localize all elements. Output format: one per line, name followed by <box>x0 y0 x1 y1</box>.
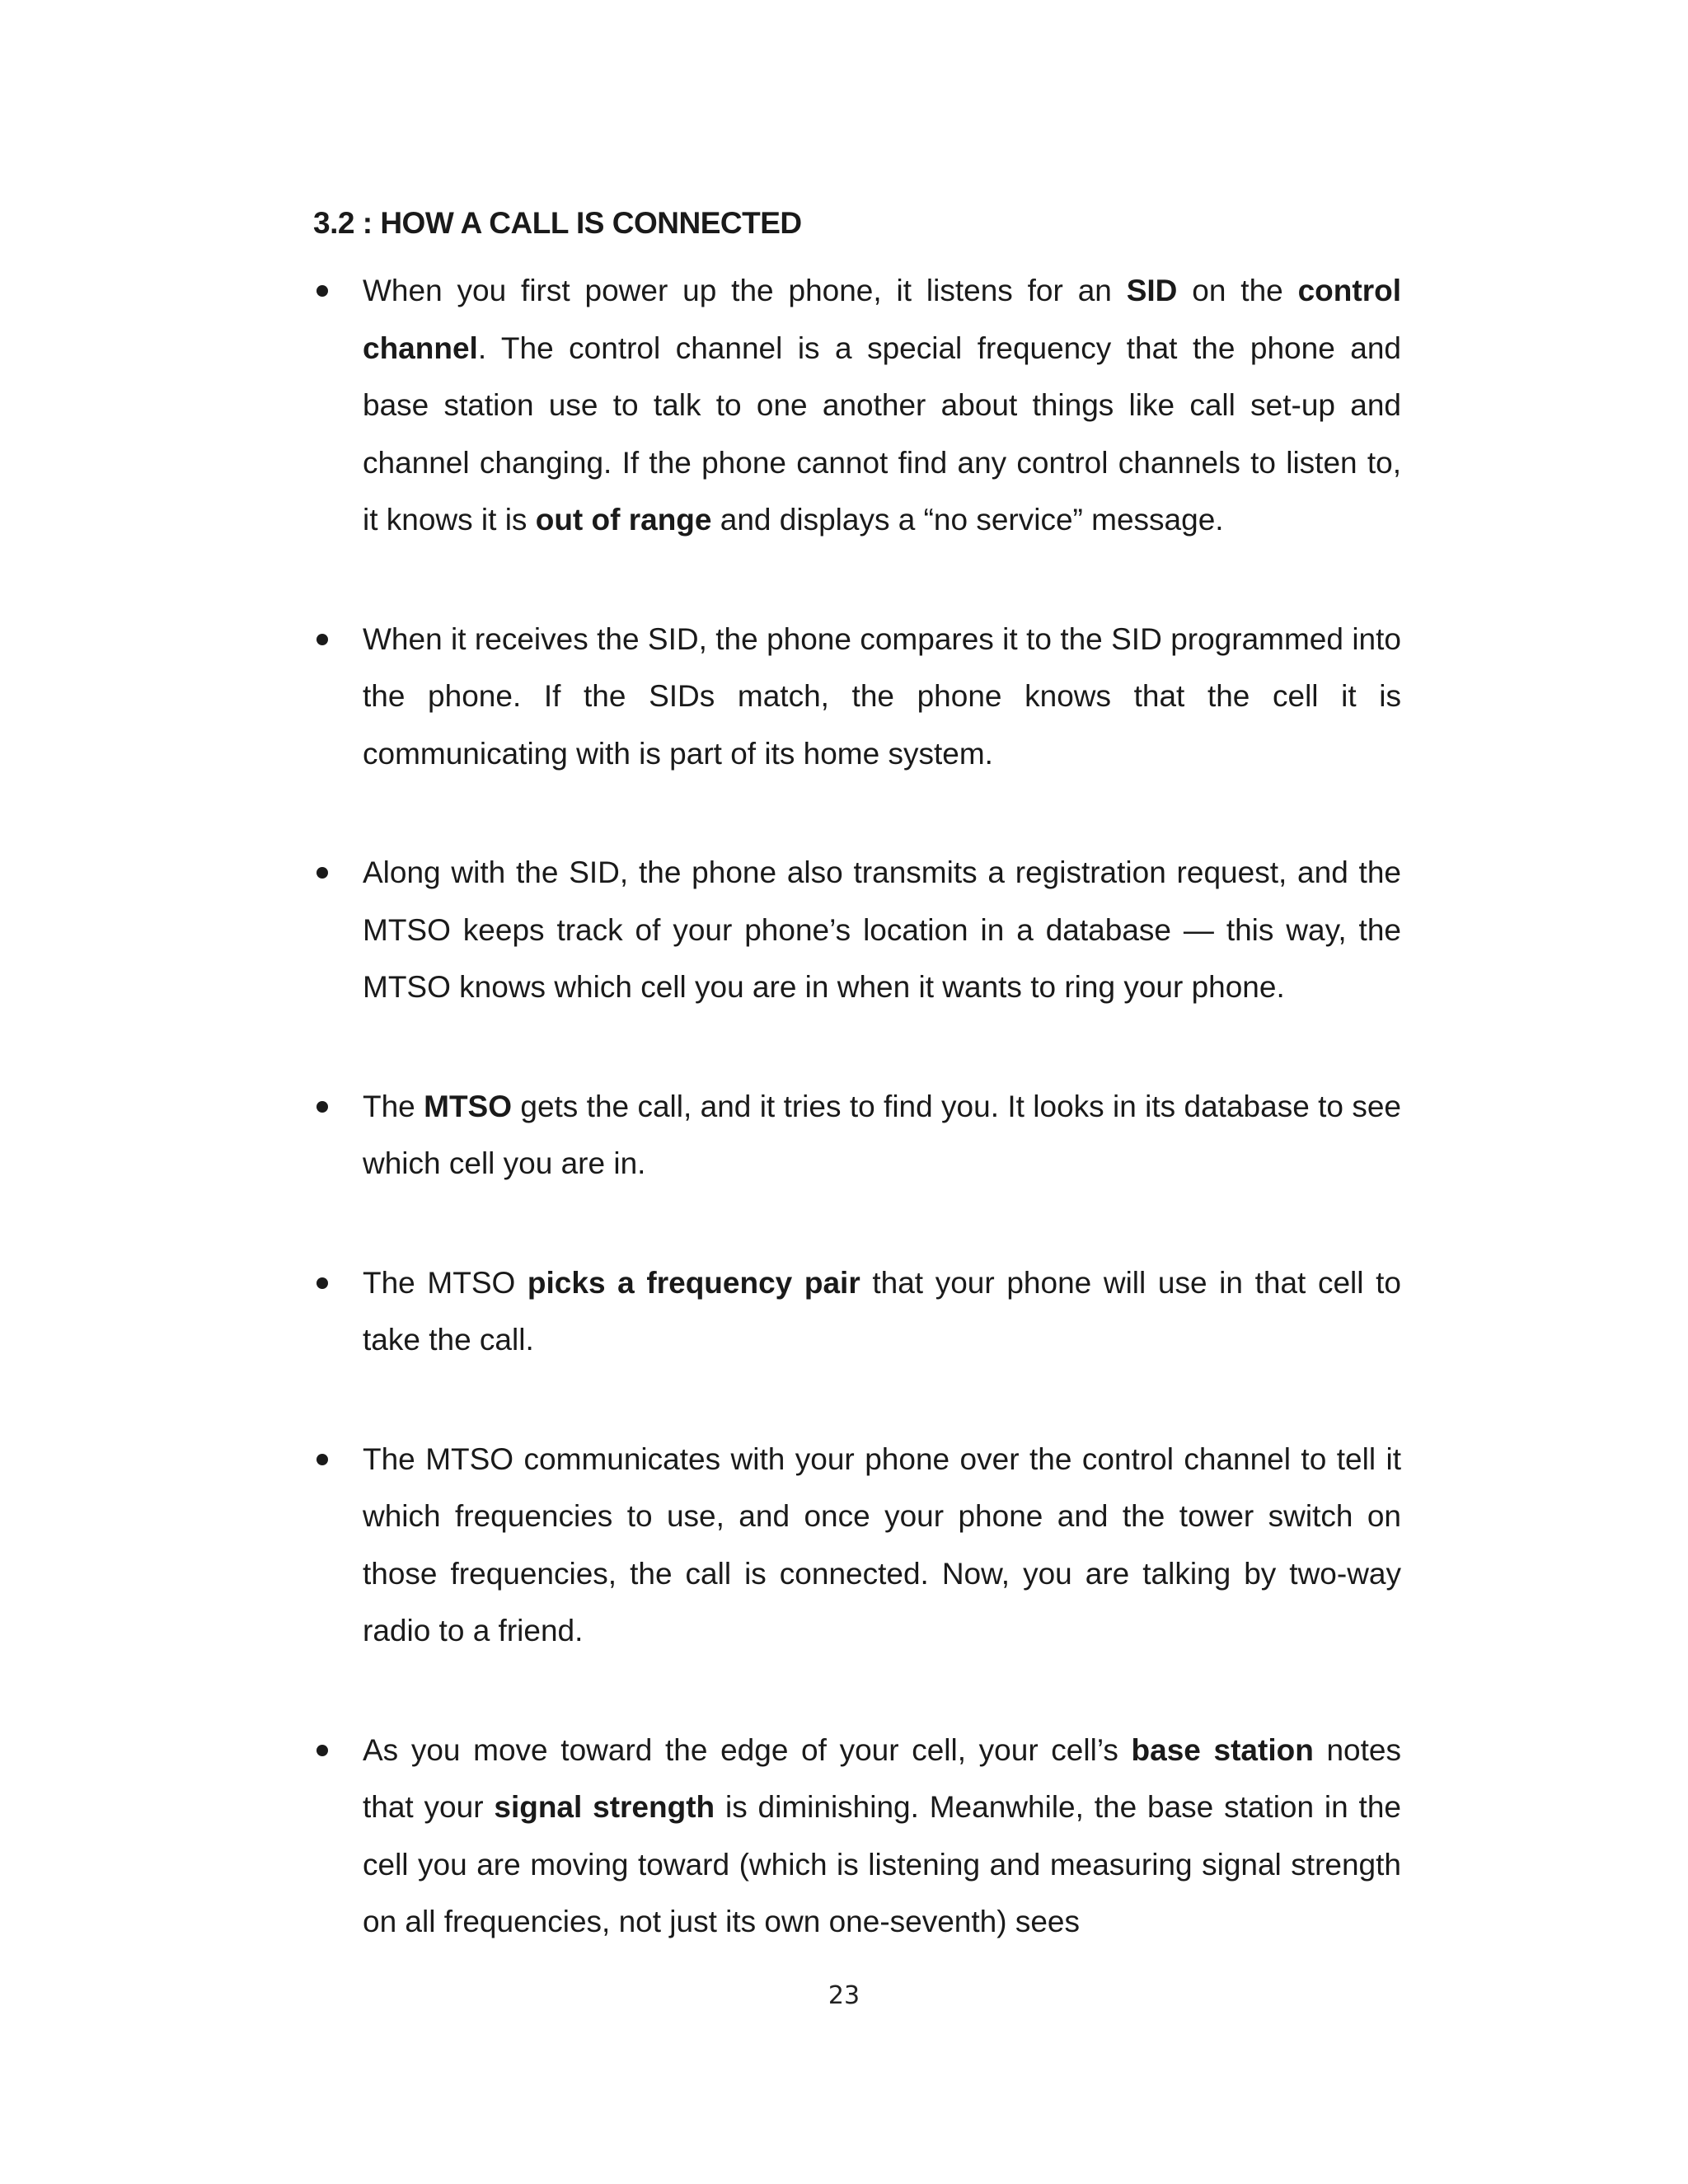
bullet-dot-icon <box>316 1101 328 1113</box>
body-text: The MTSO <box>363 1265 528 1300</box>
body-text: . The control channel is a special frequency that the phone and base station use to talk to one another about things like call set-up and channel changing. If the phone cannot find any control channels to listen to, it knows it is <box>363 330 1401 537</box>
body-text: When it receives the SID, the phone compares it to the SID programmed into the phone. If the SIDs match, the phone knows that the cell it is communicating with is part of its home system. <box>363 621 1401 771</box>
body-text: on the <box>1177 274 1298 307</box>
body-text: notes that your <box>363 1732 1401 1824</box>
bullet-item <box>313 1722 1401 1951</box>
bullet-dot-icon <box>316 1454 328 1465</box>
bullet-dot-icon <box>316 1277 328 1289</box>
section-heading: 3.2 : HOW A CALL IS CONNECTED <box>313 206 802 240</box>
body-text: gets the call, and it tries to find you. It looks in its database to see which cell you are in. <box>363 1089 1401 1180</box>
bullet-item <box>313 844 1401 1016</box>
body-text: The <box>363 1089 424 1123</box>
bold-text: picks a frequency pair <box>527 1265 860 1300</box>
bold-text: SID <box>1126 274 1178 307</box>
bold-text: control channel <box>363 274 1401 365</box>
bold-text: MTSO <box>424 1089 513 1123</box>
bullet-list <box>313 262 1401 2013</box>
bold-text: base station <box>1131 1732 1314 1767</box>
bullet-item <box>313 611 1401 783</box>
bullet-item <box>313 1254 1401 1369</box>
bullet-item <box>313 1078 1401 1193</box>
body-text: When you first power up the phone, it listens for an <box>363 274 1127 307</box>
body-text: The MTSO communicates with your phone over the control channel to tell it which frequencies to use, and once your phone and the tower switch on those frequencies, the call is connected. Now, you are talking by two-way radio to a friend. <box>363 1441 1401 1647</box>
body-text: Along with the SID, the phone also transmits a registration request, and the MTSO keeps track of your phone’s location in a database — this way, the MTSO knows which cell you are in when it wants to ring your phone. <box>363 855 1401 1004</box>
bullet-item <box>313 1431 1401 1660</box>
bullet-dot-icon <box>316 634 328 645</box>
body-text: As you move toward the edge of your cell, your cell’s <box>363 1732 1132 1767</box>
bold-text: out of range <box>535 503 712 537</box>
bullet-dot-icon <box>316 1745 328 1756</box>
body-text: that your phone will use in that cell to take the call. <box>363 1265 1401 1357</box>
body-text: and displays a “no service” message. <box>711 503 1224 537</box>
bullet-item <box>313 262 1401 549</box>
body-text: is diminishing. Meanwhile, the base station in the cell you are moving toward (which is listening and measuring signal strength on all frequencies, not just its own one-seventh) sees <box>363 1790 1401 1938</box>
page-number: 23 <box>828 1981 860 2010</box>
bold-text: signal strength <box>494 1790 715 1824</box>
bullet-dot-icon <box>316 285 328 297</box>
bullet-dot-icon <box>316 867 328 879</box>
